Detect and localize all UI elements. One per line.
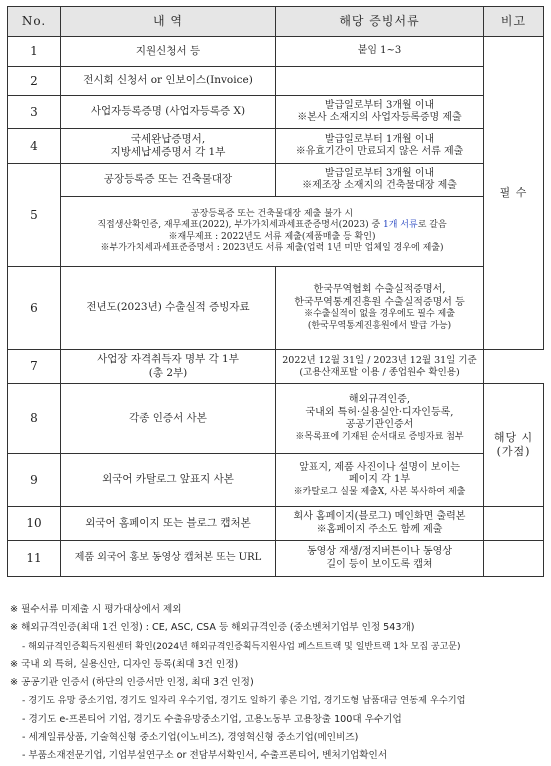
table-row (8, 454, 544, 507)
document-checklist-table (7, 6, 544, 577)
doc-line: 앞표지, 제품 사진이나 설명이 보이는 (299, 461, 460, 473)
doc-line: 발급일로부터 1개월 이내 (324, 133, 435, 145)
doc-line: 2022년 12월 31일 / 2023년 12월 31일 기준 (282, 354, 477, 366)
docs-cell (276, 129, 484, 164)
docs-cell (276, 267, 484, 350)
doc-line: 길이 등이 보이도록 캡쳐 (326, 558, 433, 570)
doc-line: 페이지 각 1부 (348, 474, 411, 486)
row-number: 3 (8, 96, 61, 129)
item-cell: 전시회 신청서 or 인보이스(Invoice) (61, 67, 276, 96)
notes-highlight: 1개 서류 (383, 220, 418, 231)
table-row-notes (8, 197, 544, 267)
docs-cell (276, 67, 484, 96)
doc-line: ※목록표에 기재된 순서대로 증빙자료 첨부 (295, 431, 464, 442)
notes-line (64, 220, 480, 231)
footnote-line: ※ 필수서류 미제출 시 평가대상에서 제외 (10, 604, 182, 615)
footnote-subline: - 경기도 e-프론티어 기업, 경기도 수출유망중소기업, 고용노동부 고용창출 100대 우수기업 (22, 713, 402, 725)
row-number: 5 (8, 164, 61, 267)
row-number: 11 (8, 541, 61, 577)
footnotes (10, 601, 548, 766)
doc-line: ※수출실적이 없을 경우에도 필수 제출 (304, 309, 455, 320)
docs-cell (276, 350, 484, 384)
doc-line: 한국무역통계진흥원 수출실적증명서 등 (294, 296, 465, 308)
footnote-line: ※ 국내 외 특허, 실용신안, 디자인 등록(최대 3건 인정) (10, 658, 239, 670)
table-row (8, 129, 544, 164)
doc-line: ※본사 소재지의 사업자등록증명 제출 (297, 112, 462, 123)
item-cell: 전년도(2023년) 수출실적 증빙자료 (61, 267, 276, 350)
doc-line: 한국무역협회 수출실적증명서, (313, 284, 446, 296)
remark-empty (484, 507, 544, 541)
row5-notes (61, 197, 484, 267)
doc-line: 붙임 1~3 (357, 45, 402, 57)
row-number: 10 (8, 507, 61, 541)
table-row (8, 350, 544, 384)
table-row (8, 96, 544, 129)
item-cell (61, 350, 276, 384)
item-cell: 외국어 홈페이지 또는 블로그 캡처본 (61, 507, 276, 541)
doc-line: ※홈페이지 주소도 함께 제출 (316, 523, 443, 535)
doc-line: 국내외 특허·실용실안·디자인등록, (305, 406, 454, 418)
table-row (8, 67, 544, 96)
docs-cell (276, 164, 484, 197)
table-row (8, 507, 544, 541)
item-cell (61, 129, 276, 164)
doc-line: (한국무역통계진흥원에서 발급 가능) (307, 320, 452, 331)
item-cell: 제품 외국어 홍보 동영상 캡쳐본 또는 URL (61, 541, 276, 577)
row-number: 6 (8, 267, 61, 350)
footnote-subline: - 경기도 유망 중소기업, 경기도 일자리 우수기업, 경기도 일하기 좋은 기업, 경기도형 납품대금 연동제 우수기업 (22, 695, 466, 707)
row-number: 9 (8, 454, 61, 507)
item-cell: 외국어 카탈로그 앞표지 사본 (61, 454, 276, 507)
item-line: (총 2부) (148, 366, 188, 379)
docs-cell (276, 454, 484, 507)
item-cell: 사업자등록증명 (사업자등록증 X) (61, 96, 276, 129)
remark-line: 해당 시 (493, 431, 534, 445)
header-no: No. (8, 7, 61, 37)
docs-cell (276, 507, 484, 541)
notes-line: 공장등록증 또는 건축물대장 제출 불가 시 (190, 209, 354, 219)
item-cell: 공장등록증 또는 건축물대장 (61, 164, 276, 197)
item-line: 지방세납세증명서 각 1부 (110, 146, 226, 158)
footnote-subline: - 해외규격인증획득지원센터 확인(2024년 해외규격인증획득지원사업 페스트트랙 및 일반트랙 1차 모집 공고문) (22, 641, 461, 652)
remark-empty (484, 541, 544, 577)
footnote-subline: - 세계일류상품, 기술혁신형 중소기업(이노비즈), 경영혁신형 중소기업(메인비즈) (22, 732, 359, 744)
item-cell: 각종 인증서 사본 (61, 384, 276, 454)
header-docs: 해당 증빙서류 (276, 7, 484, 37)
doc-line: 발급일로부터 3개월 이내 (324, 99, 435, 111)
item-line: 사업장 자격취득자 명부 각 1부 (97, 353, 239, 366)
table-row (8, 541, 544, 577)
row-number: 1 (8, 37, 61, 67)
notes-line-text: 로 갈음 (417, 220, 447, 231)
doc-line: ※제조장 소재지의 건축물대장 제출 (302, 180, 457, 191)
footnote-line: ※ 공공기관 인증서 (하단의 인증서만 인정, 최대 3건 인정) (10, 677, 254, 689)
item-line: 국세완납증명서, (130, 132, 206, 145)
footnote-subline: - 부품소재전문기업, 기업부설연구소 or 전담부서확인서, 수출프론티어, 벤처기업확인서 (22, 750, 388, 762)
remark-required: 필 수 (484, 37, 544, 350)
docs-cell (276, 384, 484, 454)
row-number: 8 (8, 384, 61, 454)
notes-line-text: 직접생산확인증, 재무제표(2022), 부가가치세과세표준증명서(2023) 중 (97, 220, 384, 231)
doc-line: (고용산재포탈 이용 / 종업원수 확인용) (299, 366, 460, 378)
doc-line: 공공기관인증서 (345, 419, 414, 431)
table-row (8, 164, 544, 197)
doc-line: ※유효기간이 만료되지 않은 서류 제출 (295, 146, 464, 157)
row-number: 7 (8, 350, 61, 384)
docs-cell (276, 37, 484, 67)
table-header-row (8, 7, 544, 37)
row-number: 2 (8, 67, 61, 96)
item-cell: 지원신청서 등 (61, 37, 276, 67)
header-remark: 비고 (484, 7, 544, 37)
footnote-line: ※ 해외규격인증(최대 1건 인정) : CE, ASC, CSA 등 해외규격인증 (중소벤처기업부 인정 543개) (10, 622, 415, 634)
table-row (8, 37, 544, 67)
row-number: 4 (8, 129, 61, 164)
docs-cell (276, 96, 484, 129)
header-item: 내 역 (61, 7, 276, 37)
doc-line: 회사 홈페이지(블로그) 메인화면 출력본 (293, 511, 466, 522)
remark-optional (484, 384, 544, 507)
doc-line: 동영상 재생/정지버튼이나 동영상 (307, 546, 452, 557)
notes-line: ※재무제표 : 2022년도 서류 제출(제품매출 등 확인) (168, 231, 376, 242)
docs-cell (276, 541, 484, 577)
doc-line: 발급일로부터 3개월 이내 (324, 167, 435, 179)
notes-line: ※부가가치세과세표준증명서 : 2023년도 서류 제출(업력 1년 미만 업체일 경우에 제출) (100, 242, 444, 253)
doc-line: ※카탈로그 실물 제출X, 사본 복사하여 제출 (293, 486, 466, 497)
table-row (8, 267, 544, 350)
remark-line: (가점) (496, 445, 531, 458)
doc-line: 해외규격인증, (348, 394, 411, 406)
table-row (8, 384, 544, 454)
